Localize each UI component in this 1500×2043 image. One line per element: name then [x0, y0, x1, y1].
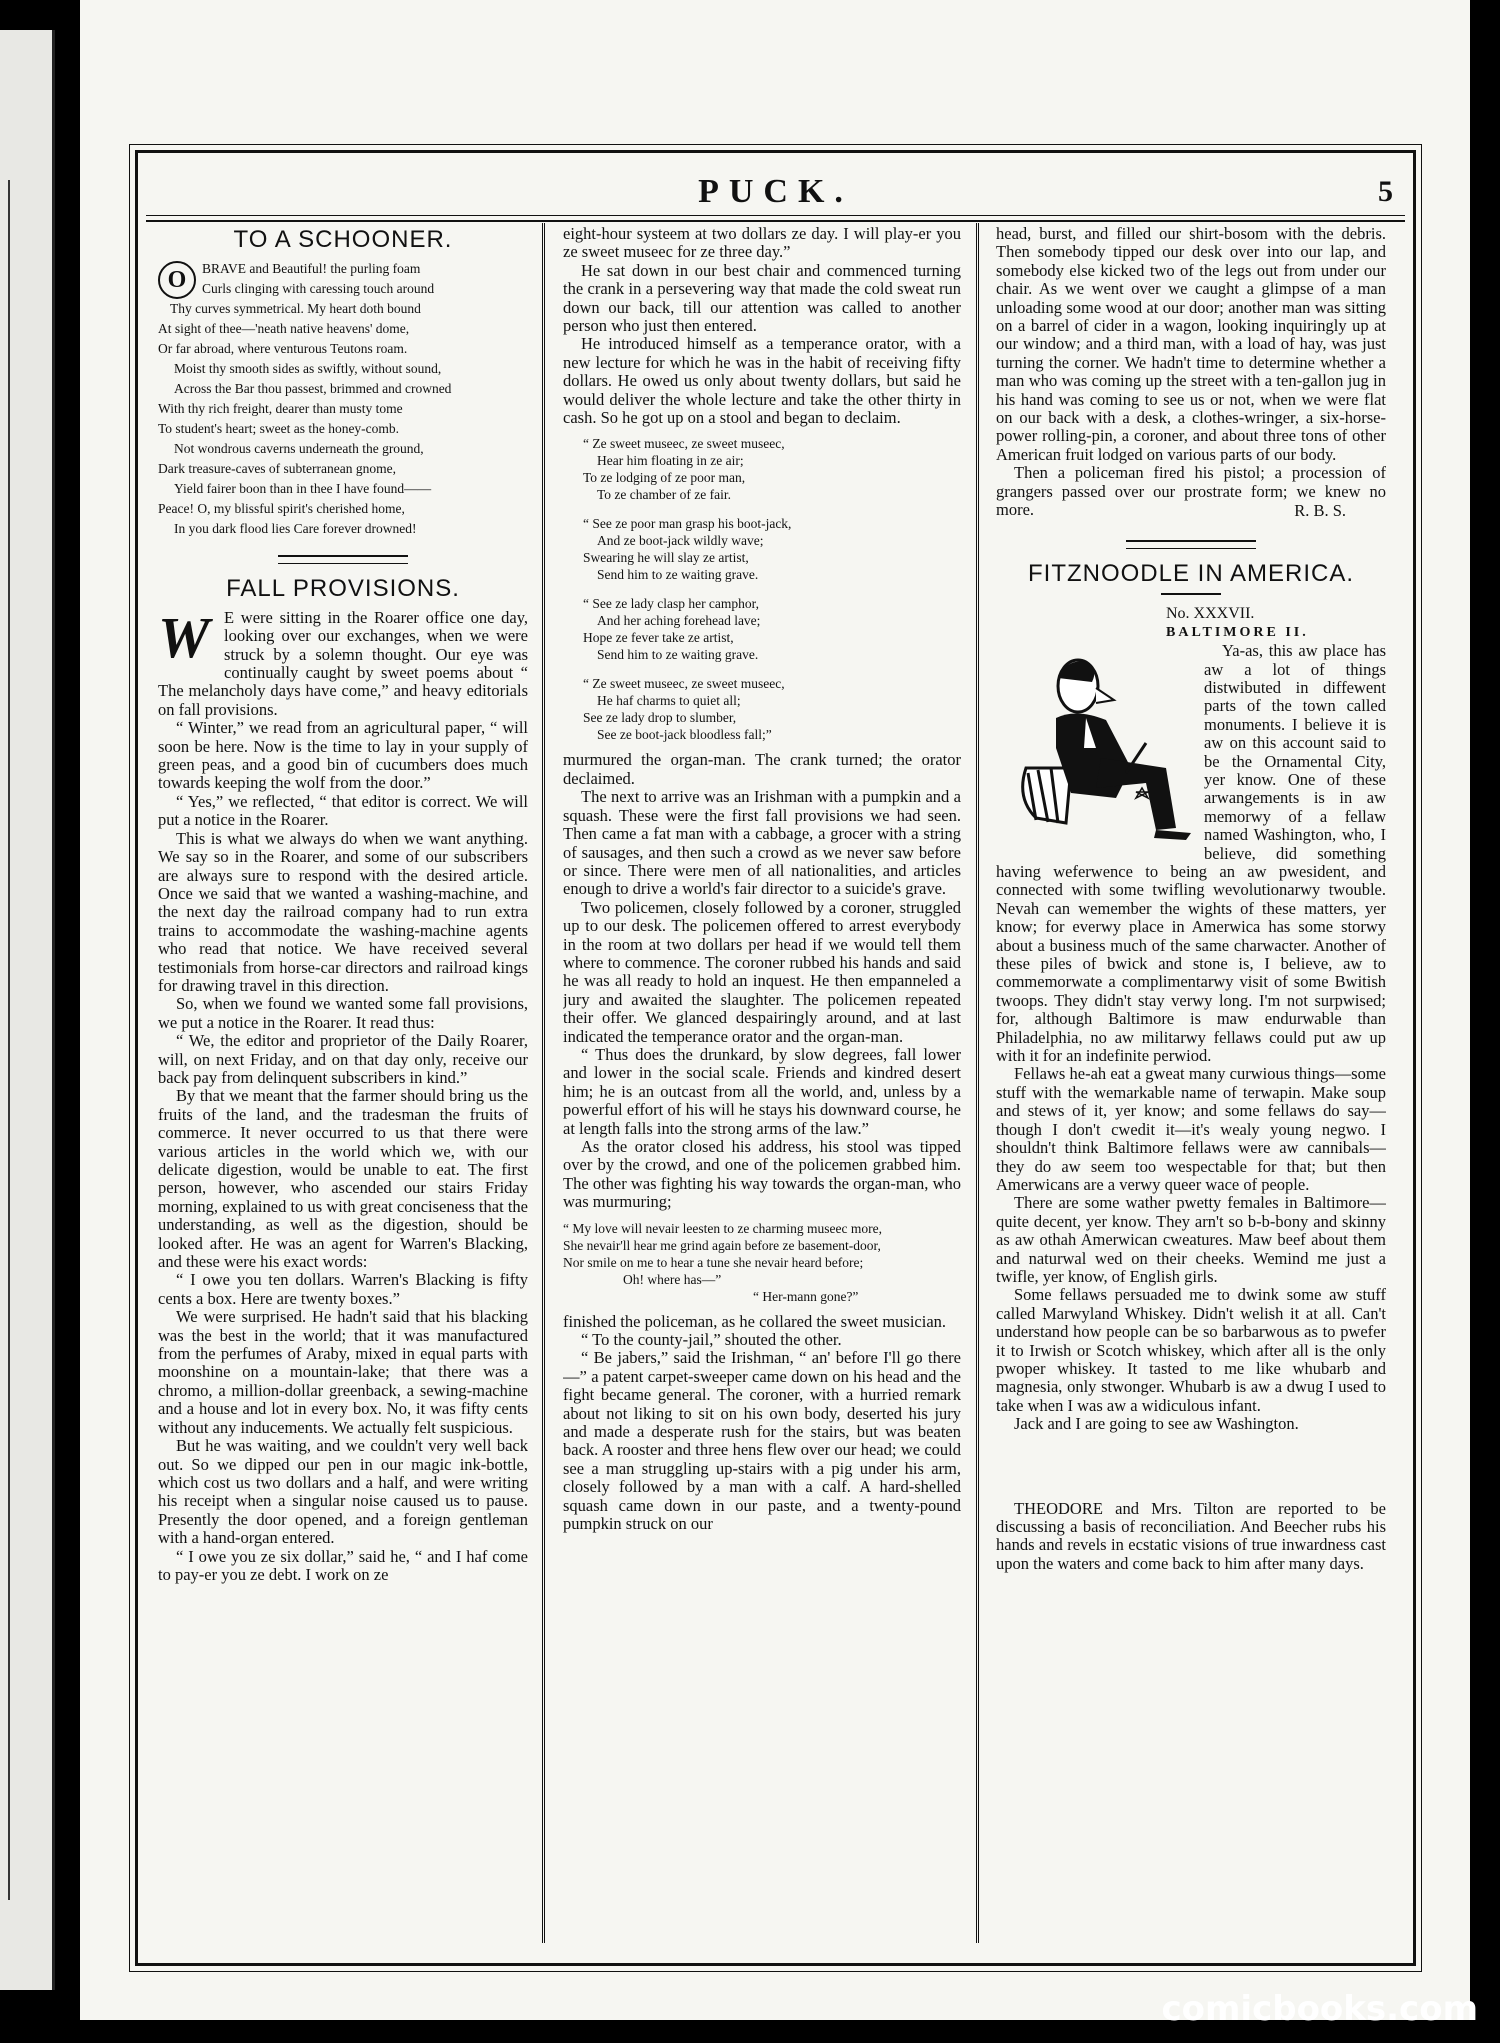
- page-number: 5: [1378, 175, 1393, 208]
- watermark: comicbooks.com: [1161, 1989, 1478, 2029]
- short-rule: [1161, 593, 1221, 595]
- paragraph: murmured the organ-man. The crank turned; the orator declaimed.: [563, 750, 961, 788]
- page-frame: [135, 150, 1416, 1966]
- verse-line: Send him to ze waiting grave.: [597, 567, 759, 583]
- verse-line: “ My love will nevair leesten to ze charming museec more,: [563, 1220, 883, 1236]
- verse-line: “ See ze lady clasp her camphor,: [583, 596, 760, 612]
- poem-line: Curls clinging with caressing touch around: [202, 281, 435, 297]
- verse-line: See ze boot-jack bloodless fall;”: [597, 727, 772, 743]
- paragraph: “ I owe you ten dollars. Warren's Blacking is fifty cents a box. Here are twenty boxes.”: [158, 1270, 528, 1308]
- verse-line: Oh! where has—”: [623, 1271, 722, 1287]
- poem-line: Not wondrous caverns underneath the ground,: [174, 441, 424, 457]
- schooner-poem: [158, 259, 528, 539]
- verse-line: Swearing he will slay ze artist,: [583, 550, 749, 566]
- dateline: BALTIMORE II.: [1166, 624, 1309, 640]
- poem-line: Moist thy smooth sides as swiftly, without sound,: [174, 361, 442, 377]
- paragraph: He sat down in our best chair and commenced turning the crank in a persevering way that made the cold sweat run down our back, till our attention was called to another person who just then entered.: [563, 260, 961, 336]
- paragraph: As the orator closed his address, his stool was tipped over by the crowd, and one of the policemen grabbed him. The other was fighting his way towards the organ-man, who was murmuring;: [563, 1137, 961, 1212]
- poem-line: Or far abroad, where venturous Teutons roam.: [158, 341, 408, 357]
- paragraph: “ I owe you ze six dollar,” said he, “ and I haf come to pay-er you ze debt. I work on ze: [158, 1546, 528, 1584]
- poem-line: Thy curves symmetrical. My heart doth bound: [170, 301, 421, 317]
- column-rule: [542, 223, 545, 1943]
- paragraph: Fellaws he-ah eat a gweat many curwious things—some stuff with the wemarkable name of terwapin. Make soup and stews of it, yer know; and some fellaws do say—though I don't cwedit it—it's wealy young negwo. I shouldn't think Baltimore fellaws were aw cannibals—they do aw seem too wespectable for that; but then Amerwicans are a verwy queer wace of people.: [996, 1064, 1386, 1194]
- ornamental-initial: O: [158, 261, 196, 299]
- article-title: FALL PROVISIONS.: [226, 575, 460, 603]
- paragraph: Two policemen, closely followed by a coroner, struggled up to our desk. The policemen offered to arrest everybody in the room at two dollars per head if we would tell them where to commence. The coroner rubbed his hands and said he was all ready to hold an inquest. He then empanneled a jury and awaited the slaughter. The policemen repeated their offer. We glanced despairingly around, and at last indicated the temperance orator and the organ-man.: [563, 897, 961, 1046]
- poem-line: To student's heart; sweet as the honey-comb.: [158, 421, 400, 437]
- masthead: PUCK.: [698, 173, 853, 210]
- verse-line: Hope ze fever take ze artist,: [583, 630, 734, 646]
- paragraph: This is what we always do when we want anything. We say so in the Roarer, and some of our subscribers are always sure to respond with the desired article. Once we said that we wanted a washing-machine, and the next day the railroad company had to run extra trains to accommodate the washing-machine agents who read that notice. We have received several testimonials from horse-car directors and railroad kings for drawing travel in this direction.: [158, 828, 528, 995]
- issue-number: No. XXXVII.: [1166, 605, 1255, 623]
- verse-line: And ze boot-jack wildly wave;: [597, 533, 764, 549]
- paragraph: He introduced himself as a temperance orator, with a new lecture for which he was in the habit of receiving fifty dollars. He owed us only about twenty dollars, but said he would deliver the whole lecture and take the other thirty in cash. So he got up on a stool and began to declaim.: [563, 334, 961, 428]
- paragraph: [996, 1500, 1386, 1574]
- author-signature: R. B. S.: [1294, 500, 1346, 520]
- header-rule: [146, 215, 1405, 222]
- verse-line: Nor smile on me to hear a tune she nevair heard before;: [563, 1254, 864, 1270]
- paragraph: There are some wather pwetty females in Baltimore—quite decent, yer know. They arn't so b-b-bony and skinny as aw othah Amerwican cweatures. Maw beef about them and naturwal wed on their cheeks. Wemind me just a twifle, yer know, of English girls.: [996, 1193, 1386, 1286]
- lead-word: THEODORE: [1014, 1498, 1103, 1518]
- poem-line: In you dark flood lies Care forever drowned!: [174, 521, 417, 537]
- column-3: [996, 225, 1386, 1573]
- article-title: FITZNOODLE IN AMERICA.: [1027, 559, 1355, 587]
- paragraph: Some fellaws persuaded me to dwink some aw stuff called Marwyland Whiskey. Didn't welish it at all. Can't understand how people can be so barbarwous as to pwefer it to Irwish or Scotch whiskey, which after all is the only pwoper whiskey. It tasted to me like whubarb and magnesia, only stwonger. Whubarb is aw a dwug I used to take when I was aw a widiculous infant.: [996, 1285, 1386, 1415]
- verse-line: Hear him floating in ze air;: [597, 453, 744, 469]
- paragraph: head, burst, and filled our shirt-bosom with the debris. Then somebody tipped our desk over into our lap, and somebody else kicked two of the legs out from under our chair. As we went over we caught a glimpse of a man unloading some wood at our door; another man was sitting on a barrel of cider in a wagon, looking inquiringly up at our window; and a third man, with a load of hay, was just turning the corner. We hadn't time to determine whether a man who was coming up the street with a ten-gallon jug in his hand was coming to see us or not, when we were flat on our back with a desk, a clothes-wringer, a six-horse-power rolling-pin, a coroner, and about three tons of other American fruit lodged on various parts of our body.: [996, 225, 1386, 464]
- paragraph: “ Winter,” we read from an agricultural paper, “ will soon be here. Now is the time to lay in your supply of green peas, and a good bin of cucumbers does much towards keeping the wolf from the door.”: [158, 718, 528, 793]
- paragraph: We were surprised. He hadn't said that his blacking was the best in the world; that it was manufactured from the perfumes of Araby, mixed in equal parts with moonshine on a mountain-lake; that there was a chromo, a million-dollar greenback, a sewing-machine and a house and lot in every box. No, it was fifty cents without any inducements. We actually felt suspicious.: [158, 1307, 528, 1437]
- paragraph: finished the policeman, as he collared the sweet musician.: [563, 1311, 947, 1331]
- verse-line: “ See ze poor man grasp his boot-jack,: [583, 516, 792, 532]
- paragraph: So, when we found we wanted some fall provisions, we put a notice in the Roarer. It read thus:: [158, 994, 528, 1032]
- poem-line: With thy rich freight, dearer than musty tome: [158, 401, 403, 417]
- column-2: [563, 225, 961, 1534]
- verse-line: To ze chamber of ze fair.: [597, 487, 731, 503]
- verse-line: And her aching forehead lave;: [597, 613, 761, 629]
- paragraph-text: and Mrs. Tilton are reported to be discussing a basis of reconciliation. And Beecher rubs his hands and revels in ecstatic visions of true inwardness cast upon the waters and come back to him after many days.: [996, 1498, 1386, 1573]
- section-divider: [278, 555, 408, 564]
- poem-line: Yield fairer boon than in thee I have found——: [174, 481, 432, 497]
- paragraph: “ Be jabers,” said the Irishman, “ an' before I'll go there—” a patent carpet-sweeper came down on his head and the fight became general. The coroner, with a hurried remark about not liking to sit on his own body, deserted his jury and made a desperate rush for the stairs, but was beaten back. A rooster and three hens flew over our head; we could see a man struggling up-stairs with a pig under his arm, closely followed by a man with a calf. A hard-shelled squash came down in our paste, and a twenty-pound pumpkin struck on our: [563, 1348, 961, 1534]
- verse-line: “ Ze sweet museec, ze sweet museec,: [583, 436, 785, 452]
- paragraph: “ We, the editor and proprietor of the Daily Roarer, will, on next Friday, and on that day only, receive our back pay from delinquent subscribers in kind.”: [158, 1031, 528, 1087]
- verse-line: To ze lodging of ze poor man,: [583, 470, 746, 486]
- paragraph: “ Yes,” we reflected, “ that editor is correct. We will put a notice in the Roarer.: [158, 791, 528, 830]
- verse-line: “ Her-mann gone?”: [753, 1288, 859, 1304]
- paragraph: Then a policeman fired his pistol; a procession of grangers passed over our prostrate form; we knew no more.: [996, 463, 1386, 520]
- section-divider: [1126, 540, 1256, 549]
- poem-line: At sight of thee—'neath native heavens' dome,: [158, 321, 410, 337]
- organ-song: [583, 435, 961, 743]
- magazine-page: [80, 0, 1470, 2020]
- paragraph: “ Thus does the drunkard, by slow degrees, fall lower and lower in the social scale. Friends and kindred desert him; he is an outcast from all the world, and, unless by a powerful effort of his will he stays his downward course, he at length falls into the strong arms of the law.”: [563, 1044, 961, 1138]
- paragraph: eight-hour systeem at two dollars ze day. I will play-er you ze sweet museec for ze three day.”: [563, 225, 961, 262]
- paragraph: Ya-as, this aw place has aw a lot of things distwibuted in diffewent parts of the town called monuments. I believe it is aw on this account said to be the Ornamental City, yer know. One of these arwangements is in aw memorwy of a fellaw named Washington, who, I believe, did something having weferwence to being an aw pwesident, and connected with some twifling wevolutionarwy twouble. Nevah can wemember the wights of these matters, yer know; for everwy place in Amerwica has some storwy about a business much of the same charwacter. Another of these piles of bwick and stone is, I believe, aw to commemorwate a complimentarwy visit of some Bwitish twoops. They didn't stay verwy long. I'm not surpwised; for, although Baltimore is maw endurwable than Philadelphia, no aw militarwy fellaws could put aw up with it for an indefinite perwiod.: [996, 641, 1386, 1066]
- ornamental-initial: W: [158, 604, 210, 670]
- paragraph: “ To the county-jail,” shouted the other.: [581, 1330, 842, 1350]
- fitznoodle-illustration-icon: [996, 648, 1196, 843]
- poem-line: BRAVE and Beautiful! the purling foam: [202, 261, 421, 277]
- poem-line: Dark treasure-caves of subterranean gnome,: [158, 461, 397, 477]
- paragraph: But he was waiting, and we couldn't very well back out. So we dipped our pen in our magic ink-bottle, which cost us two dollars and a half, and were writing his receipt when a singular noise caused us to pause. Presently the door opened, and a foreign gentleman with a hand-organ entered.: [158, 1436, 528, 1548]
- verse-line: See ze lady drop to slumber,: [583, 710, 737, 726]
- verse-line: He haf charms to quiet all;: [597, 693, 741, 709]
- adjacent-page-edge: [0, 30, 55, 1990]
- column-rule: [976, 223, 979, 1943]
- paragraph: Jack and I are going to see aw Washington.: [1014, 1414, 1299, 1434]
- paragraph: E were sitting in the Roarer office one day, looking over our exchanges, when we were struck by a solemn thought. Our eye was continually caught by sweet poems about “ The melancholy days have come,” and heavy editorials on fall provisions.: [158, 607, 528, 719]
- verse-line: “ Ze sweet museec, ze sweet museec,: [583, 676, 785, 692]
- poem-title: TO A SCHOONER.: [233, 226, 453, 253]
- paragraph: The next to arrive was an Irishman with a pumpkin and a squash. These were the first fall provisions we had seen. Then came a fat man with a cabbage, a grocer with a string of sausages, and then such a crowd as we never saw before or since. There were men of all nationalities, and articles enough to drive a world's fair director to a suicide's grave.: [563, 787, 961, 899]
- verse-line: Send him to ze waiting grave.: [597, 647, 759, 663]
- column-1: [158, 225, 528, 1584]
- organ-lament: [563, 1220, 961, 1305]
- poem-line: Across the Bar thou passest, brimmed and crowned: [174, 381, 452, 397]
- poem-line: Peace! O, my blissful spirit's cherished home,: [158, 501, 405, 517]
- verse-line: She nevair'll hear me grind again before ze basement-door,: [563, 1237, 881, 1253]
- paragraph: By that we meant that the farmer should bring us the fruits of the land, and the tradesman the fruits of commerce. It never occurred to us that there were various articles in the world which we, with our delicate digestion, would be unable to eat. The first person, however, who ascended our stairs Friday morning, explained to us with great conciseness that the understanding, as well as the digestion, should be looked after. He was an agent for Warren's Blacking, and these were his exact words:: [158, 1086, 528, 1272]
